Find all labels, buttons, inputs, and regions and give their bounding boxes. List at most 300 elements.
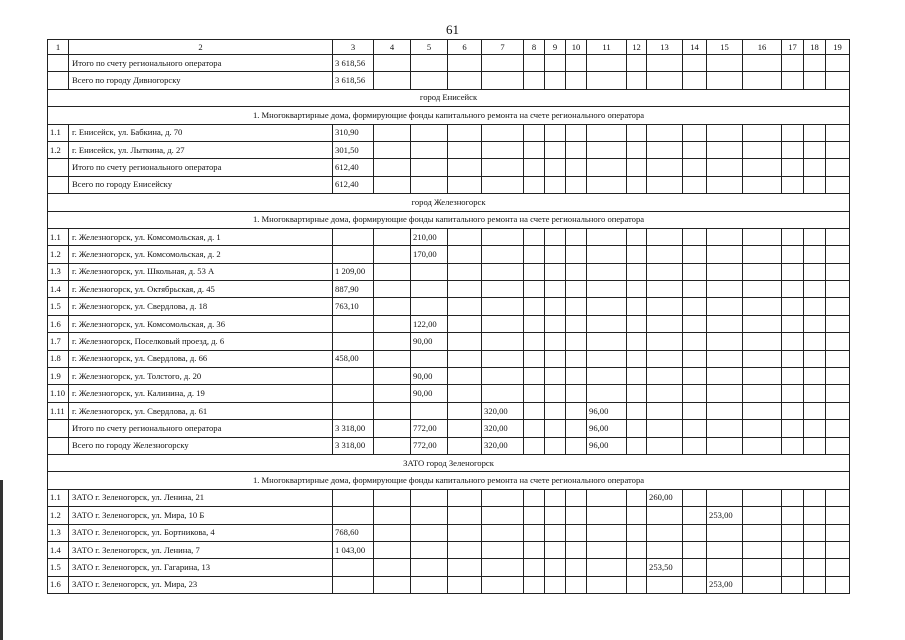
table-row: [48, 559, 850, 576]
value-cell: [826, 420, 850, 437]
value-cell: [545, 333, 566, 350]
value-cell: 90,00: [411, 385, 448, 402]
value-cell: [482, 141, 524, 158]
value-cell: [647, 368, 683, 385]
value-cell: [566, 333, 587, 350]
value-cell: [647, 298, 683, 315]
value-cell: [411, 350, 448, 367]
value-cell: [566, 72, 587, 89]
row-index: [48, 437, 69, 454]
value-cell: [647, 228, 683, 245]
value-cell: [683, 333, 707, 350]
value-cell: [627, 298, 647, 315]
value-cell: [374, 350, 411, 367]
scan-edge-mark: [0, 480, 3, 640]
value-cell: [826, 72, 850, 89]
row-label: г. Железногорск, ул. Свердлова, д. 66: [69, 350, 333, 367]
value-cell: [448, 437, 482, 454]
value-cell: [743, 333, 782, 350]
value-cell: [566, 228, 587, 245]
value-cell: 887,90: [333, 281, 374, 298]
value-cell: [524, 350, 545, 367]
value-cell: [545, 228, 566, 245]
value-cell: [374, 263, 411, 280]
value-cell: [524, 246, 545, 263]
section-row: [48, 211, 850, 228]
value-cell: [374, 420, 411, 437]
value-cell: [587, 541, 627, 558]
value-cell: [545, 141, 566, 158]
section-row: [48, 454, 850, 471]
header-cell: 18: [804, 40, 826, 55]
value-cell: [627, 141, 647, 158]
value-cell: [826, 124, 850, 141]
value-cell: [566, 281, 587, 298]
value-cell: [647, 402, 683, 419]
value-cell: [826, 333, 850, 350]
value-cell: 763,10: [333, 298, 374, 315]
value-cell: [707, 176, 743, 193]
value-cell: [707, 437, 743, 454]
value-cell: [545, 55, 566, 72]
value-cell: [647, 176, 683, 193]
value-cell: [826, 246, 850, 263]
value-cell: [743, 350, 782, 367]
value-cell: [524, 124, 545, 141]
value-cell: [566, 420, 587, 437]
value-cell: [545, 402, 566, 419]
value-cell: [647, 437, 683, 454]
value-cell: [782, 559, 804, 576]
value-cell: [707, 246, 743, 263]
value-cell: [804, 524, 826, 541]
header-cell: 9: [545, 40, 566, 55]
value-cell: [627, 420, 647, 437]
value-cell: [782, 489, 804, 506]
value-cell: [627, 507, 647, 524]
value-cell: [587, 350, 627, 367]
value-cell: [448, 402, 482, 419]
row-label: г. Железногорск, ул. Свердлова, д. 18: [69, 298, 333, 315]
value-cell: [374, 524, 411, 541]
value-cell: [707, 489, 743, 506]
value-cell: [826, 524, 850, 541]
row-label: ЗАТО г. Зеленогорск, ул. Мира, 23: [69, 576, 333, 593]
value-cell: [524, 141, 545, 158]
header-cell: 1: [48, 40, 69, 55]
value-cell: [782, 437, 804, 454]
value-cell: [707, 315, 743, 332]
value-cell: [782, 141, 804, 158]
value-cell: [743, 402, 782, 419]
value-cell: [627, 124, 647, 141]
value-cell: [743, 315, 782, 332]
value-cell: [627, 176, 647, 193]
value-cell: [482, 541, 524, 558]
row-index: [48, 176, 69, 193]
value-cell: [647, 72, 683, 89]
value-cell: [826, 350, 850, 367]
value-cell: [707, 350, 743, 367]
value-cell: [587, 55, 627, 72]
value-cell: [804, 298, 826, 315]
value-cell: [683, 350, 707, 367]
table-row: [48, 228, 850, 245]
value-cell: [743, 559, 782, 576]
value-cell: [826, 263, 850, 280]
value-cell: [683, 368, 707, 385]
value-cell: [707, 72, 743, 89]
value-cell: 612,40: [333, 159, 374, 176]
value-cell: [707, 55, 743, 72]
value-cell: [482, 368, 524, 385]
value-cell: [374, 298, 411, 315]
value-cell: [411, 489, 448, 506]
value-cell: 210,00: [411, 228, 448, 245]
value-cell: [647, 315, 683, 332]
value-cell: 301,50: [333, 141, 374, 158]
value-cell: [545, 124, 566, 141]
value-cell: [545, 489, 566, 506]
value-cell: [411, 559, 448, 576]
value-cell: [482, 55, 524, 72]
value-cell: [482, 524, 524, 541]
value-cell: [524, 72, 545, 89]
table-row: [48, 541, 850, 558]
value-cell: [804, 72, 826, 89]
row-index: 1.9: [48, 368, 69, 385]
value-cell: [826, 489, 850, 506]
value-cell: [804, 420, 826, 437]
value-cell: [545, 437, 566, 454]
value-cell: [411, 55, 448, 72]
value-cell: [587, 263, 627, 280]
header-cell: 2: [69, 40, 333, 55]
value-cell: [448, 124, 482, 141]
row-index: 1.10: [48, 385, 69, 402]
value-cell: 1 209,00: [333, 263, 374, 280]
section-title: 1. Многоквартирные дома, формирующие фонды капитального ремонта на счете регионального оператора: [48, 211, 850, 228]
value-cell: [448, 281, 482, 298]
value-cell: [804, 489, 826, 506]
value-cell: [647, 55, 683, 72]
value-cell: [782, 281, 804, 298]
value-cell: [566, 55, 587, 72]
value-cell: [566, 559, 587, 576]
value-cell: [374, 176, 411, 193]
value-cell: [448, 559, 482, 576]
value-cell: [804, 402, 826, 419]
value-cell: [374, 385, 411, 402]
row-label: г. Железногорск, ул. Толстого, д. 20: [69, 368, 333, 385]
header-cell: 5: [411, 40, 448, 55]
value-cell: [782, 124, 804, 141]
value-cell: [683, 246, 707, 263]
value-cell: [804, 559, 826, 576]
value-cell: [545, 368, 566, 385]
value-cell: [482, 489, 524, 506]
value-cell: [647, 281, 683, 298]
value-cell: [524, 576, 545, 593]
row-index: 1.6: [48, 315, 69, 332]
row-index: [48, 55, 69, 72]
value-cell: [448, 489, 482, 506]
value-cell: [411, 176, 448, 193]
row-label: ЗАТО г. Зеленогорск, ул. Бортникова, 4: [69, 524, 333, 541]
value-cell: [374, 159, 411, 176]
value-cell: 320,00: [482, 437, 524, 454]
row-index: [48, 72, 69, 89]
value-cell: [566, 437, 587, 454]
value-cell: [482, 576, 524, 593]
value-cell: [826, 141, 850, 158]
value-cell: [804, 385, 826, 402]
value-cell: [374, 124, 411, 141]
value-cell: [804, 124, 826, 141]
value-cell: [804, 576, 826, 593]
value-cell: 96,00: [587, 437, 627, 454]
value-cell: [826, 281, 850, 298]
row-label: г. Железногорск, ул. Октябрьская, д. 45: [69, 281, 333, 298]
value-cell: [804, 176, 826, 193]
value-cell: [566, 263, 587, 280]
value-cell: [411, 263, 448, 280]
value-cell: [683, 228, 707, 245]
value-cell: [374, 541, 411, 558]
value-cell: [743, 55, 782, 72]
header-cell: 15: [707, 40, 743, 55]
row-label: г. Железногорск, ул. Школьная, д. 53 А: [69, 263, 333, 280]
value-cell: [566, 141, 587, 158]
value-cell: [545, 385, 566, 402]
value-cell: [782, 350, 804, 367]
value-cell: 310,90: [333, 124, 374, 141]
value-cell: [683, 55, 707, 72]
value-cell: [566, 385, 587, 402]
value-cell: [743, 385, 782, 402]
value-cell: [647, 350, 683, 367]
value-cell: [448, 507, 482, 524]
table-row: [48, 246, 850, 263]
value-cell: [524, 55, 545, 72]
value-cell: [411, 576, 448, 593]
value-cell: [482, 263, 524, 280]
value-cell: [743, 281, 782, 298]
value-cell: [707, 333, 743, 350]
value-cell: [587, 507, 627, 524]
value-cell: [587, 124, 627, 141]
row-label: г. Енисейск, ул. Лыткина, д. 27: [69, 141, 333, 158]
value-cell: [782, 176, 804, 193]
value-cell: [743, 507, 782, 524]
value-cell: [587, 524, 627, 541]
value-cell: [647, 385, 683, 402]
value-cell: [627, 281, 647, 298]
row-label: ЗАТО г. Зеленогорск, ул. Мира, 10 Б: [69, 507, 333, 524]
value-cell: [524, 559, 545, 576]
value-cell: [782, 246, 804, 263]
table-row: [48, 141, 850, 158]
row-index: 1.2: [48, 141, 69, 158]
table-row: [48, 350, 850, 367]
value-cell: [627, 315, 647, 332]
value-cell: [743, 228, 782, 245]
table-row: [48, 333, 850, 350]
value-cell: [627, 385, 647, 402]
value-cell: [743, 420, 782, 437]
value-cell: [482, 385, 524, 402]
value-cell: 320,00: [482, 420, 524, 437]
value-cell: [524, 541, 545, 558]
value-cell: [524, 437, 545, 454]
value-cell: [647, 333, 683, 350]
value-cell: [707, 559, 743, 576]
value-cell: [482, 228, 524, 245]
value-cell: [545, 420, 566, 437]
value-cell: [743, 298, 782, 315]
header-cell: 12: [627, 40, 647, 55]
header-cell: 6: [448, 40, 482, 55]
section-row: [48, 194, 850, 211]
value-cell: [482, 315, 524, 332]
table-row: [48, 385, 850, 402]
value-cell: [647, 246, 683, 263]
header-cell: 10: [566, 40, 587, 55]
value-cell: [627, 72, 647, 89]
value-cell: [587, 159, 627, 176]
value-cell: [566, 576, 587, 593]
value-cell: [587, 176, 627, 193]
value-cell: [826, 437, 850, 454]
value-cell: [804, 228, 826, 245]
value-cell: [627, 541, 647, 558]
value-cell: [411, 72, 448, 89]
value-cell: [743, 524, 782, 541]
value-cell: [804, 507, 826, 524]
value-cell: [448, 246, 482, 263]
value-cell: [587, 333, 627, 350]
value-cell: 96,00: [587, 420, 627, 437]
section-title: ЗАТО город Зеленогорск: [48, 454, 850, 471]
value-cell: [683, 420, 707, 437]
value-cell: [683, 298, 707, 315]
row-label: ЗАТО г. Зеленогорск, ул. Ленина, 21: [69, 489, 333, 506]
value-cell: [782, 576, 804, 593]
value-cell: [804, 315, 826, 332]
value-cell: [374, 228, 411, 245]
value-cell: [545, 315, 566, 332]
value-cell: [545, 541, 566, 558]
value-cell: [587, 228, 627, 245]
header-cell: 4: [374, 40, 411, 55]
value-cell: [545, 246, 566, 263]
value-cell: [374, 55, 411, 72]
value-cell: [683, 263, 707, 280]
value-cell: [826, 559, 850, 576]
value-cell: [826, 507, 850, 524]
value-cell: [448, 72, 482, 89]
value-cell: [545, 159, 566, 176]
row-index: 1.4: [48, 281, 69, 298]
value-cell: [448, 524, 482, 541]
value-cell: [683, 72, 707, 89]
value-cell: 96,00: [587, 402, 627, 419]
value-cell: [587, 559, 627, 576]
header-row: [48, 40, 850, 55]
value-cell: [743, 72, 782, 89]
value-cell: [782, 385, 804, 402]
value-cell: [448, 315, 482, 332]
value-cell: [683, 385, 707, 402]
table-row: [48, 576, 850, 593]
header-cell: 17: [782, 40, 804, 55]
value-cell: [448, 368, 482, 385]
value-cell: 320,00: [482, 402, 524, 419]
value-cell: [627, 524, 647, 541]
section-row: [48, 107, 850, 124]
value-cell: [374, 507, 411, 524]
header-cell: 14: [683, 40, 707, 55]
header-cell: 19: [826, 40, 850, 55]
value-cell: [566, 368, 587, 385]
value-cell: [566, 507, 587, 524]
row-label: Всего по городу Железногорску: [69, 437, 333, 454]
header-cell: 13: [647, 40, 683, 55]
value-cell: [524, 402, 545, 419]
page-number: 61: [446, 22, 459, 37]
value-cell: [448, 576, 482, 593]
value-cell: [782, 159, 804, 176]
value-cell: [782, 315, 804, 332]
value-cell: [707, 124, 743, 141]
value-cell: [707, 159, 743, 176]
value-cell: [707, 420, 743, 437]
value-cell: [374, 141, 411, 158]
value-cell: [627, 559, 647, 576]
value-cell: [333, 246, 374, 263]
value-cell: [683, 176, 707, 193]
value-cell: [683, 507, 707, 524]
value-cell: [782, 55, 804, 72]
row-index: 1.2: [48, 507, 69, 524]
capital-repair-table: [47, 39, 850, 594]
value-cell: [448, 420, 482, 437]
value-cell: [482, 246, 524, 263]
value-cell: 458,00: [333, 350, 374, 367]
value-cell: [743, 246, 782, 263]
value-cell: [683, 559, 707, 576]
value-cell: [482, 281, 524, 298]
value-cell: [545, 281, 566, 298]
value-cell: [448, 159, 482, 176]
value-cell: [566, 541, 587, 558]
value-cell: [374, 315, 411, 332]
value-cell: [374, 402, 411, 419]
table-row: [48, 72, 850, 89]
value-cell: [545, 298, 566, 315]
table-row: [48, 402, 850, 419]
value-cell: [804, 246, 826, 263]
value-cell: [524, 489, 545, 506]
value-cell: [524, 263, 545, 280]
value-cell: [374, 576, 411, 593]
value-cell: [566, 402, 587, 419]
value-cell: [587, 141, 627, 158]
value-cell: [743, 263, 782, 280]
value-cell: [707, 541, 743, 558]
value-cell: [826, 55, 850, 72]
value-cell: [411, 124, 448, 141]
